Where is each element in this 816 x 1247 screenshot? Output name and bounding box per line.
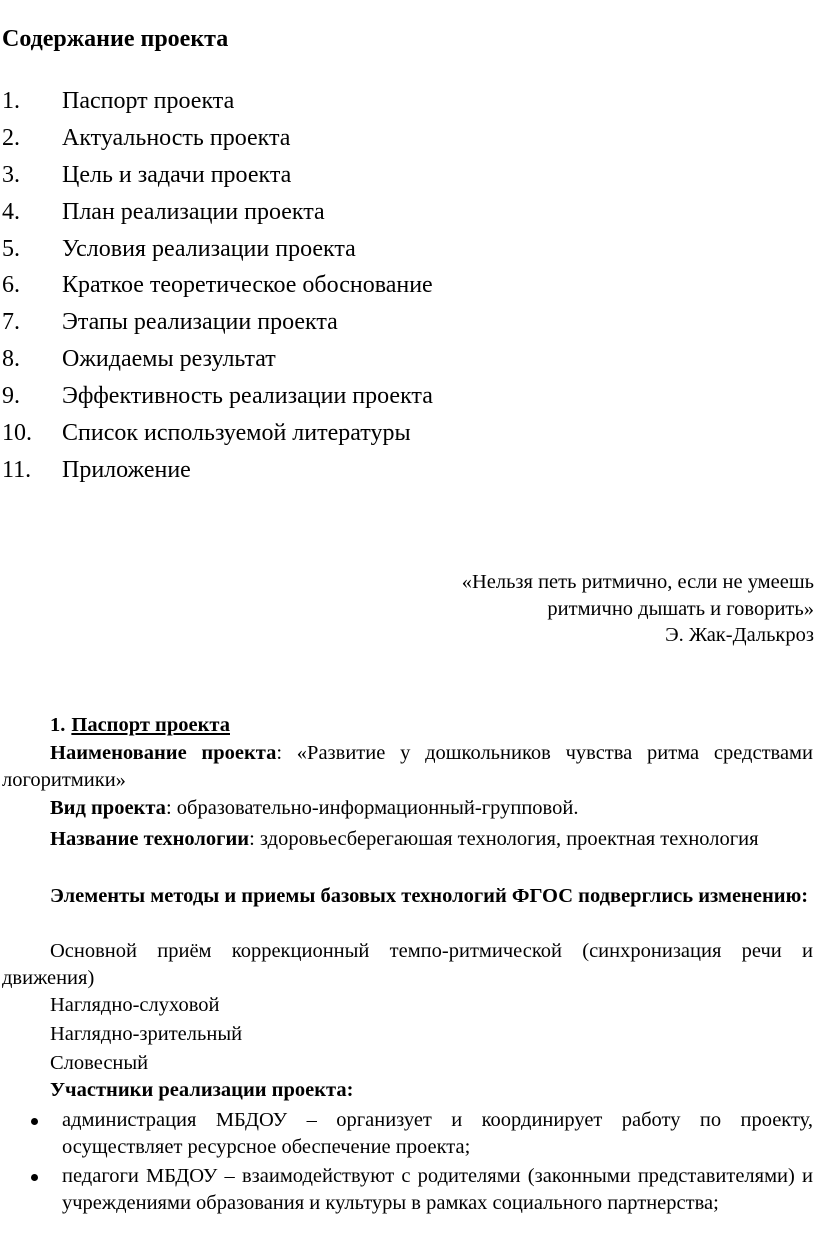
participant-text: администрация МБДОУ – организует и координирует работу по проекту, осуществляет ресурсное обеспечение проекта; (62, 1109, 813, 1158)
participant-item (0, 1163, 813, 1216)
toc-item-number: 2. (2, 124, 20, 151)
toc-item-number: 3. (2, 161, 20, 188)
method-item: Словесный (50, 1052, 149, 1074)
epigraph-line: «Нельзя петь ритмично, если не умеешь (461, 571, 814, 593)
toc-item-text: Цель и задачи проекта (62, 161, 292, 188)
bullet-icon (31, 1118, 38, 1125)
toc-item-number: 1. (2, 88, 20, 114)
toc-item-text: Список используемой литературы (62, 420, 411, 447)
elements-heading (2, 883, 813, 910)
section-title: Паспорт проекта (71, 714, 230, 736)
section-heading (50, 712, 230, 738)
toc-item-text: Актуальность проекта (62, 124, 291, 151)
toc-item-text: Приложение (62, 456, 191, 483)
toc-item-number: 7. (2, 309, 20, 336)
toc-item-number: 9. (2, 383, 20, 410)
bullet-icon (31, 1174, 38, 1181)
toc-item-number: 11. (2, 456, 32, 483)
toc-item-number: 4. (2, 198, 20, 225)
technology-value: : здоровьесберегаюшая технология, проектная технология (249, 828, 759, 850)
main-technique-paragraph: Основной приём коррекционный темпо-ритмической (синхронизация речи и движения) (2, 940, 813, 989)
toc-item-text: Условия реализации проекта (62, 235, 356, 262)
technology-label: Название технологии (50, 828, 250, 850)
project-type-paragraph (2, 795, 813, 822)
participants-label: Участники реализации проекта: (50, 1079, 354, 1101)
method-item: Наглядно-слуховой (50, 994, 220, 1016)
toc-item-text: Краткое теоретическое обоснование (62, 272, 433, 299)
method-item: Наглядно-зрительный (50, 1023, 243, 1045)
participants-list (0, 1107, 813, 1219)
toc-item-number: 5. (2, 235, 20, 262)
toc-title: Содержание проекта (2, 26, 229, 52)
participant-item (0, 1107, 813, 1160)
toc-item-number: 6. (2, 272, 20, 299)
toc-item-text: План реализации проекта (62, 198, 325, 225)
project-name-paragraph (2, 740, 813, 793)
toc-item-number: 10. (2, 420, 32, 447)
toc-item-number: 8. (2, 346, 20, 373)
project-name-label: Наименование проекта (50, 742, 277, 764)
toc-item-text: Ожидаемы результат (62, 346, 276, 373)
toc-item-text: Паспорт проекта (62, 88, 235, 114)
participant-text: педагоги МБДОУ – взаимодействуют с родителями (законными представителями) и учреждениями образования и культуры в рамках социального партнерства; (62, 1165, 813, 1214)
toc-item-text: Этапы реализации проекта (62, 309, 338, 336)
section-number: 1. (50, 714, 66, 736)
project-name-value: : «Развитие у дошкольников чувства ритма средствами логоритмики» (2, 742, 813, 791)
epigraph-author: Э. Жак-Далькроз (665, 624, 814, 646)
technology-paragraph (2, 826, 813, 853)
epigraph-line: ритмично дышать и говорить» (547, 597, 814, 620)
toc-item-text: Эффективность реализации проекта (62, 383, 433, 410)
elements-label: Элементы методы и приемы базовых технологий ФГОС подверглись изменению: (50, 885, 809, 907)
project-type-value: : образовательно-информационный-групповой. (165, 797, 579, 819)
participants-heading (50, 1077, 353, 1104)
epigraph (462, 569, 814, 649)
project-type-label: Вид проекта (50, 797, 166, 819)
